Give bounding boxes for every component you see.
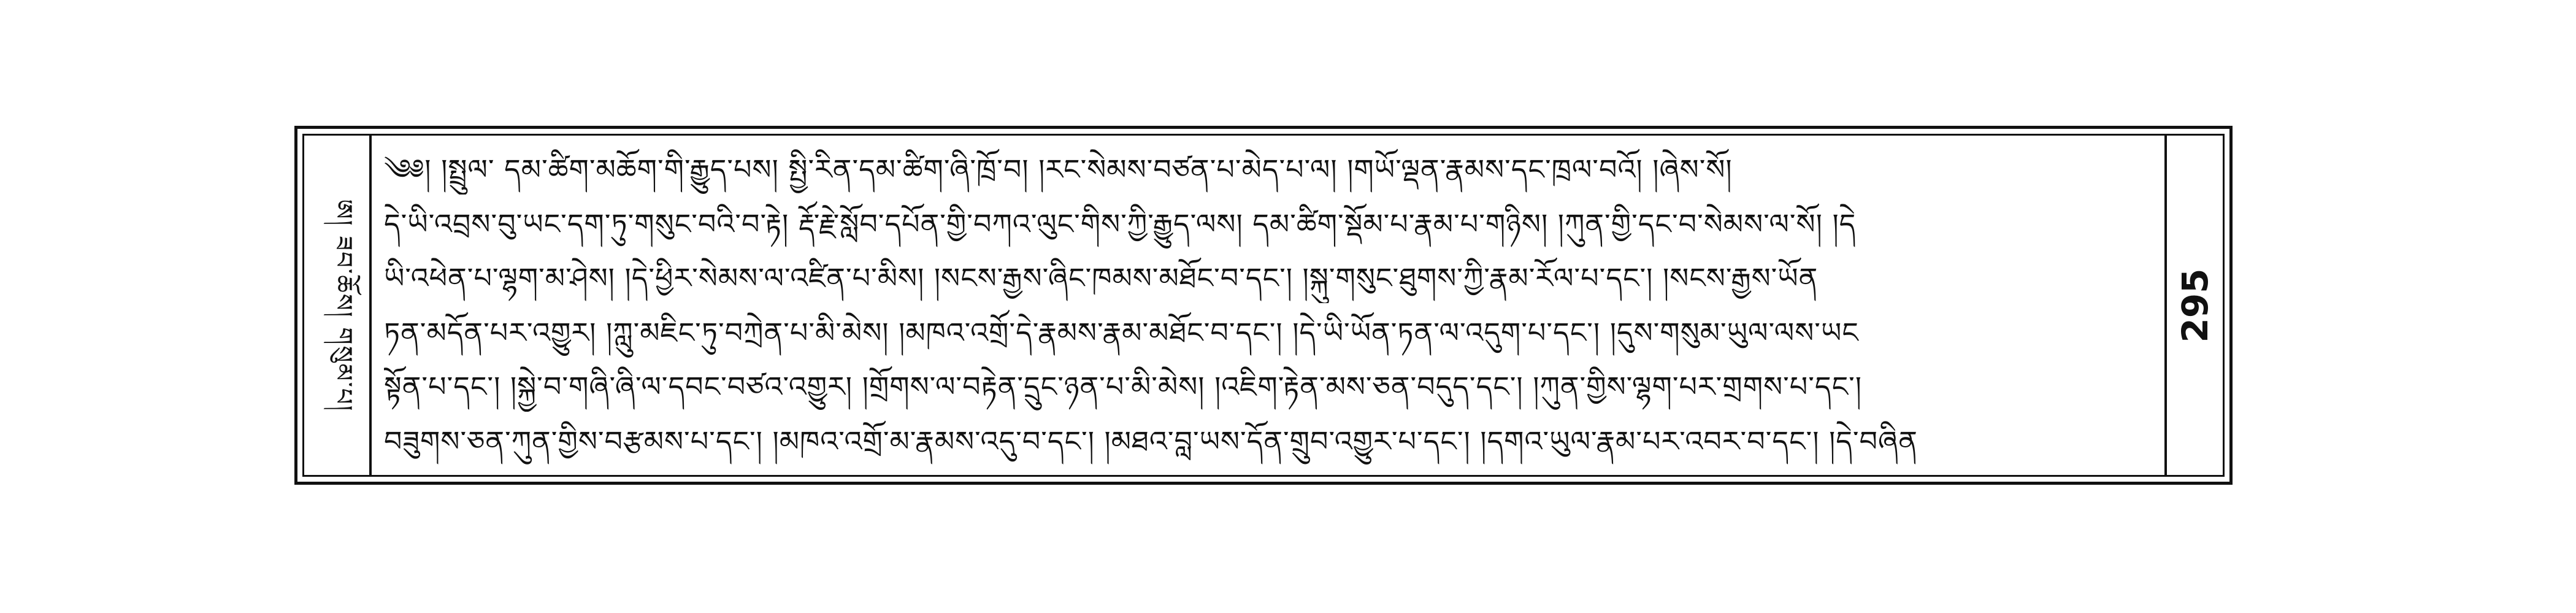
text-line-2: དེ་ཡི་འབྲས་བུ་ཡང་དག་ཏུ་གསུང་བའི་བ་རྟེ། རྡོ་རྗེ་སློབ་དཔོན་གྱི་བཀའ་ལུང་གིས་ཀྱི་རྒྱུད་ལས། དམ་ཚིག་སྡོམ་པ་རྣམ་པ་གཉིས། །ཀུན་གྱི་དང་བ་སེམས་ལ་སོ། །དེ [384, 207, 1857, 241]
text-line-5: སྟོན་པ་དང་། །སྐྱེ་བ་གཞི་ཞི་ལ་དབང་བཙའ་འགྱུར། །གྲོགས་ལ་བརྟེན་དྲུང་ཉན་པ་མི་མེས། །འཇིག་རྟེན་མས་ཅན་བདུད་དང་། །ཀུན་གྱིས་ལྷག་པར་གྲགས་པ་དང་། [384, 370, 1862, 404]
text-line-4: ཏན་མདོན་པར་འགྱུར། །ཀླུ་མཇིང་ཏུ་བཀྲེན་པ་མི་མེས། །མཁའ་འགྲོ་དེ་རྣམས་རྣམ་མཐོང་བ་དང་། །དེ་ཡི་ཡོན་ཏན་ལ་འདུག་པ་དང་། །དུས་གསུམ་ཡུལ་ལས་ཡང [384, 315, 1859, 349]
left-margin-label: ཨ། ཟབ་ཆོས། གསུམ་པ། [329, 199, 358, 412]
text-line-1: ༄༅། །སྤྲུལ་ དམ་ཚིག་མཆོག་གི་རྒྱུད་པས། སྤྱི་རིན་དམ་ཚིག་ཞི་ཁྲོ་བ། །རང་སེམས་བཙན་པ་མེད་པ་ལ། །གཡོ་ལྡན་རྣམས་དང་ཁྲལ་བའོ། །ཞེས་སོ། [384, 153, 1733, 186]
page-number: 295 [2174, 268, 2216, 343]
right-margin [2164, 136, 2223, 475]
text-body [384, 144, 2155, 466]
page-frame [294, 126, 2233, 485]
text-line-3: ཡི་འཕེན་པ་ལྷག་མ་ཤེས། །དེ་ཕྱིར་སེམས་ལ་འཛིན་པ་མིས། །སངས་རྒྱས་ཞིང་ཁམས་མཐོང་བ་དང་། །སྐུ་གསུང་ཐུགས་ཀྱི་རྣམ་རོལ་པ་དང་། །སངས་རྒྱས་ཡོན [384, 261, 1819, 295]
left-margin [304, 136, 372, 475]
text-line-6: བཟུགས་ཅན་ཀུན་གྱིས་བརྩམས་པ་དང་། །མཁའ་འགྲོ་མ་རྣམས་འདུ་བ་དང་། །མཐའ་བླ་ཡས་དོན་གྲུབ་འགྱུར་པ་དང་། །དགའ་ཡུལ་རྣམ་པར་འབར་བ་དང་། །དེ་བཞིན [384, 424, 1918, 458]
page-frame-inner [302, 134, 2225, 477]
